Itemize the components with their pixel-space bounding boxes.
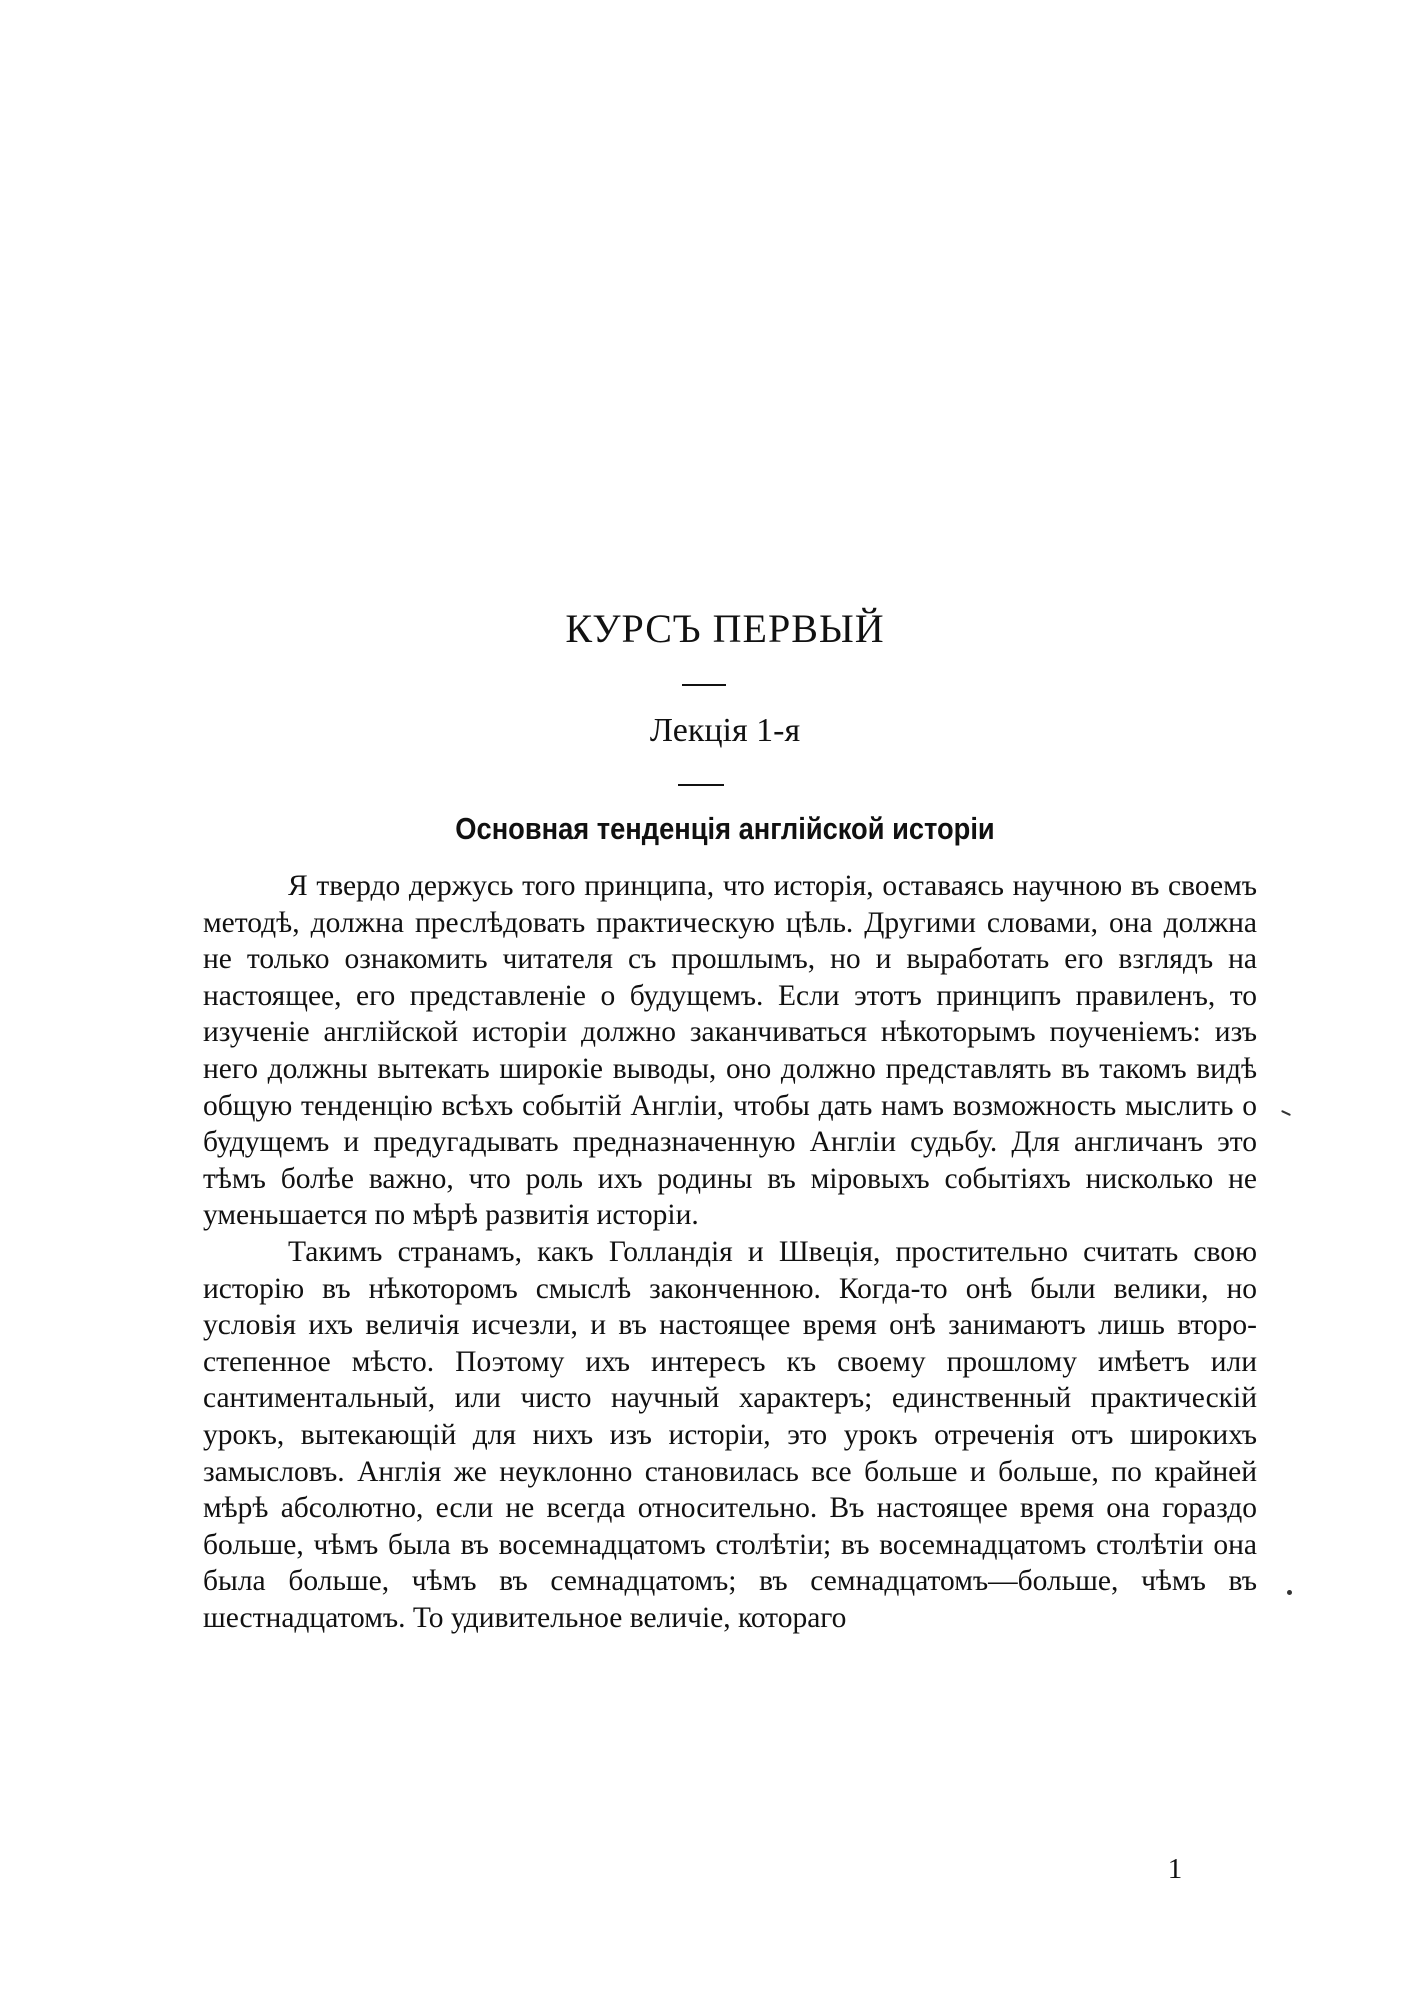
paragraph: Я твердо держусь того принципа, что исторія, оставаясь научною въ своемъ методѣ, должна преслѣдовать практическую цѣль. Другими словами, она должна не только ознакомить читателя съ прошлымъ, но и выработать его взглядъ на настоящее, его представленіе о будущемъ. Если этотъ принципъ правиленъ, то изученіе англійской исторіи должно заканчиваться нѣкоторымъ поученіемъ: изъ него должны вытекать широкіе выводы, оно должно представлять въ такомъ видѣ общую тенденцію всѣхъ событій Англіи, чтобы дать намъ возможность мыслить о будущемъ и предугадывать предназначенную Англіи судьбу. Для англичанъ это тѣмъ болѣе важно, что роль ихъ родины въ міровыхъ событіяхъ нисколько не уменьшается по мѣрѣ развитія исторіи.: [203, 870, 1257, 1232]
body-text: [203, 868, 1257, 1636]
course-heading: КУРСЪ ПЕРВЫЙ: [565, 606, 885, 651]
lecture-heading: Лекція 1-я: [649, 712, 801, 749]
scan-speck: [1281, 1110, 1291, 1116]
paragraph: Такимъ странамъ, какъ Голландія и Швеція, простительно считать свою исторію въ нѣкоторомъ смыслѣ законченною. Когда-то онѣ были велики, но условія ихъ величія исчезли, и въ настоящее время онѣ занимаютъ лишь второстепенное мѣсто. Поэтому ихъ интересъ къ своему прошлому имѣетъ или сантиментальный, или чисто научный характеръ; единственный практическій урокъ, вытекающій для нихъ изъ исторіи, это урокъ отреченія отъ широкихъ замысловъ. Англія же неуклонно становилась все больше и больше, по крайней мѣрѣ абсолютно, если не всегда относительно. Въ настоящее время она гораздо больше, чѣмъ была въ восемнадцатомъ столѣтіи; въ восемнадцатомъ столѣтіи она была больше, чѣмъ въ семнадцатомъ; въ семнадцатомъ—больше, чѣмъ въ шестнадцатомъ. То удивительное величіе, котораго: [203, 1235, 1257, 1634]
page-number: 1: [1167, 1853, 1183, 1885]
heading-divider: [682, 684, 726, 686]
scan-speck: [1287, 1590, 1292, 1595]
chapter-title: Основная тенденція англійской исторіи: [455, 811, 995, 846]
lecture-divider: [678, 784, 724, 786]
